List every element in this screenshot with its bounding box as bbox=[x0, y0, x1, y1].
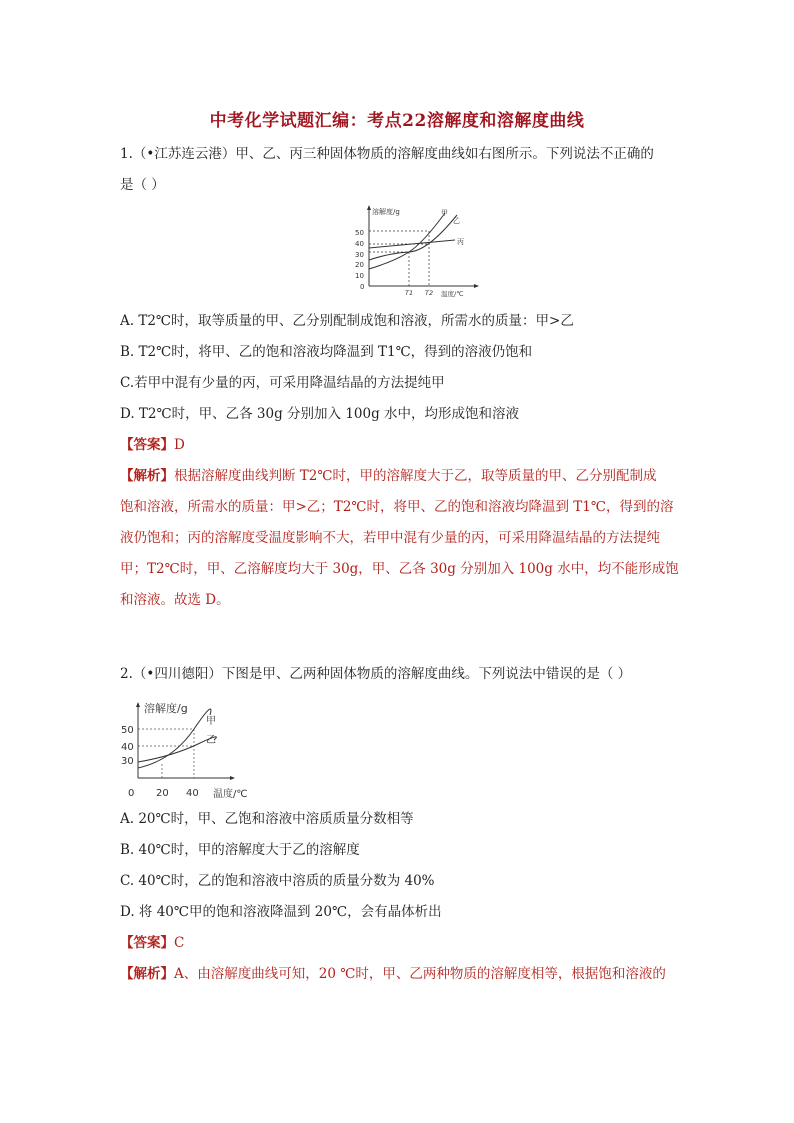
q1-analysis-line3: 液仍饱和；丙的溶解度受温度影响不大，若甲中混有少量的丙，可采用降温结晶的方法提纯 bbox=[120, 530, 660, 546]
q1-analysis-label: 【解析】 bbox=[120, 468, 174, 484]
q2-xtick-0: 0 bbox=[128, 788, 135, 799]
q1-option-c: C.若甲中混有少量的丙，可采用降温结晶的方法提纯甲 bbox=[120, 375, 445, 391]
q2-curve-yi bbox=[138, 737, 216, 762]
q2-xtick-40: 40 bbox=[186, 788, 199, 799]
q1-option-d: D. T2℃时，甲、乙各 30g 分别加入 100g 水中，均形成饱和溶液 bbox=[120, 406, 520, 422]
q1-label-bing: 丙 bbox=[457, 238, 464, 246]
q1-option-b: B. T2℃时，将甲、乙的饱和溶液均降温到 T1℃，得到的溶液仍饱和 bbox=[120, 344, 533, 360]
q1-ytick-30: 30 bbox=[355, 251, 364, 259]
q1-ytick-0: 0 bbox=[360, 283, 365, 291]
q1-analysis-line1 bbox=[120, 466, 657, 486]
q2-analysis-text: A、由溶解度曲线可知，20 ℃时，甲、乙两种物质的溶解度相等，根据饱和溶液的 bbox=[174, 966, 666, 982]
q1-answer-label: 【答案】 bbox=[120, 437, 174, 453]
q1-solubility-graph bbox=[345, 203, 480, 300]
q2-x-title: 温度/℃ bbox=[213, 789, 248, 800]
q1-x-title: 温度/℃ bbox=[441, 290, 464, 298]
q1-ytick-50: 50 bbox=[355, 229, 364, 237]
q1-curve-yi bbox=[369, 215, 457, 260]
q2-y-title: 溶解度/g bbox=[144, 702, 188, 715]
q1-xmark-t2: T2 bbox=[425, 289, 434, 297]
q2-answer-label: 【答案】 bbox=[120, 935, 174, 951]
q2-ytick-50: 50 bbox=[121, 725, 134, 736]
q1-analysis-line5: 和溶液。故选 D。 bbox=[120, 592, 230, 608]
q1-label-yi: 乙 bbox=[453, 217, 460, 225]
q2-option-b: B. 40℃时，甲的溶解度大于乙的溶解度 bbox=[120, 842, 360, 858]
q1-ytick-40: 40 bbox=[355, 240, 364, 248]
q1-answer-line bbox=[120, 435, 185, 455]
q1-stem-line1: 1.（•江苏连云港）甲、乙、丙三种固体物质的溶解度曲线如右图所示。下列说法不正确的 bbox=[120, 146, 654, 162]
q1-stem-line2: 是（ ） bbox=[120, 177, 165, 193]
q1-analysis-text-1: 根据溶解度曲线判断 T2℃时，甲的溶解度大于乙，取等质量的甲、乙分别配制成 bbox=[174, 468, 657, 484]
q2-ytick-30: 30 bbox=[121, 756, 134, 767]
q2-option-a: A. 20℃时，甲、乙饱和溶液中溶质质量分数相等 bbox=[120, 811, 414, 827]
page-title: 中考化学试题汇编：考点22溶解度和溶解度曲线 bbox=[209, 111, 585, 131]
q1-curve-jia bbox=[369, 213, 445, 269]
q1-option-a: A. T2℃时，取等质量的甲、乙分别配制成饱和溶液，所需水的质量：甲>乙 bbox=[120, 313, 574, 329]
q2-answer-line bbox=[120, 933, 184, 953]
q2-answer-value: C bbox=[174, 935, 185, 951]
q2-curve-jia bbox=[138, 709, 211, 768]
q1-xmark-t1: T1 bbox=[405, 289, 414, 297]
q2-solubility-graph bbox=[118, 698, 270, 800]
q1-analysis-line2: 饱和溶液，所需水的质量：甲>乙；T2℃时，将甲、乙的饱和溶液均降温到 T1℃，得到的溶 bbox=[120, 499, 674, 515]
q1-label-jia: 甲 bbox=[441, 209, 448, 217]
q1-ytick-10: 10 bbox=[355, 272, 364, 280]
q1-analysis-line4: 甲；T2℃时，甲、乙溶解度均大于 30g，甲、乙各 30g 分别加入 100g 水中，均不能形成饱 bbox=[120, 561, 679, 577]
q1-answer-value: D bbox=[174, 437, 185, 453]
q2-label-yi: 乙 bbox=[206, 735, 216, 746]
q2-xtick-20: 20 bbox=[156, 788, 169, 799]
q2-analysis-label: 【解析】 bbox=[120, 966, 174, 982]
q2-option-d: D. 将 40℃甲的饱和溶液降温到 20℃，会有晶体析出 bbox=[120, 904, 442, 920]
q2-analysis-line1 bbox=[120, 964, 666, 984]
q1-y-title: 溶解度/g bbox=[372, 208, 400, 216]
q1-ytick-20: 20 bbox=[355, 261, 364, 269]
q2-stem: 2.（•四川德阳）下图是甲、乙两种固体物质的溶解度曲线。下列说法中错误的是（ ） bbox=[120, 666, 632, 682]
q2-option-c: C. 40℃时，乙的饱和溶液中溶质的质量分数为 40% bbox=[120, 873, 435, 889]
q2-ytick-40: 40 bbox=[121, 742, 134, 753]
q2-label-jia: 甲 bbox=[206, 716, 216, 727]
